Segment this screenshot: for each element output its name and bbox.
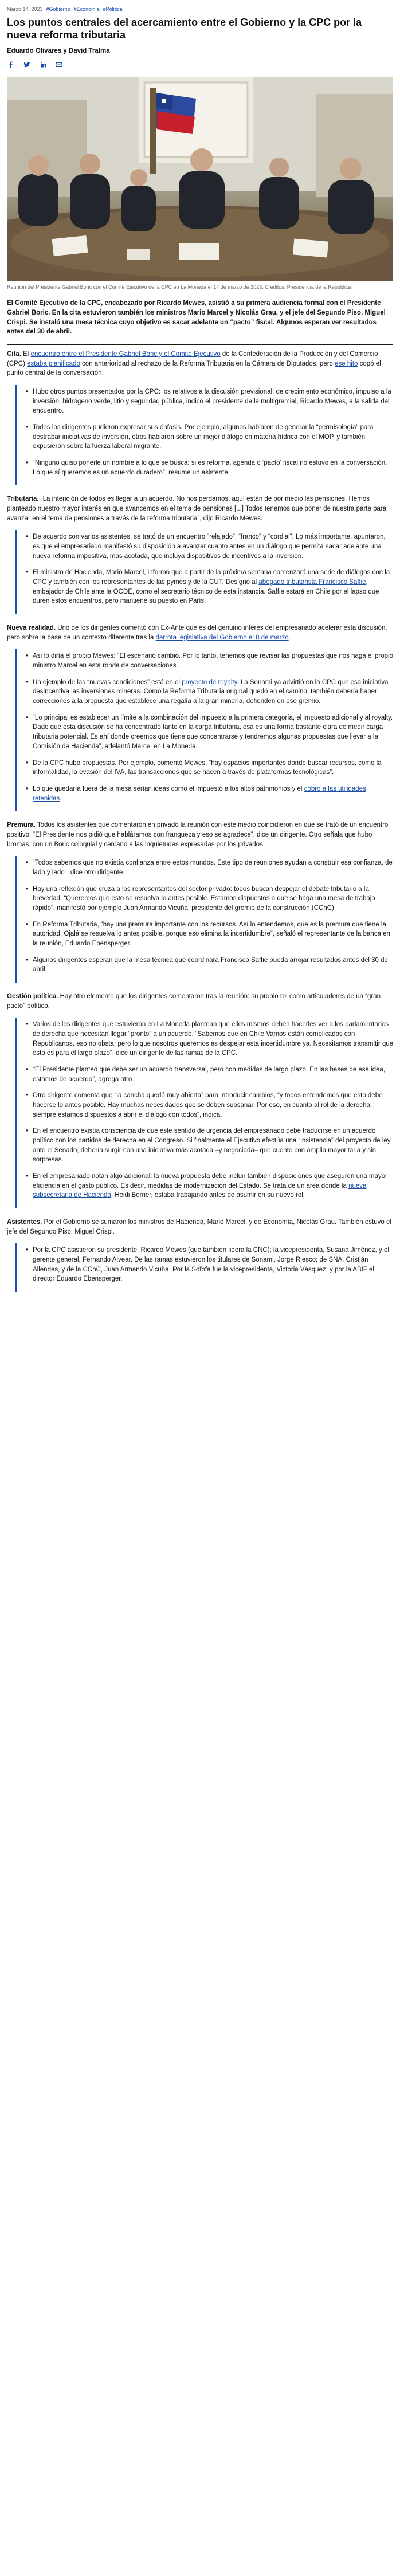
list-item: • Otro dirigente comenta que “la cancha quedó muy abierta” para introducir cambios, “y todos entendemos que esto debe hacerse lo antes posible. Hay muchas necesidades que se deben subsanar. Por eso, en cuanto al rol de la derecha, siempre estamos dispuestos a abrir el diálogo con todos”, indica. [33,1091,393,1120]
list-text: , embajador de Chile ante la OCDE, como el secretario técnico de esta instancia. Saffie estará en Chile por el lapso que duren estos encuentros, pero mantiene su puesto en París. [33,579,379,605]
article-meta [7,6,393,13]
list-text: . [60,795,62,802]
list-text: El ministro de Hacienda, Mario Marcel, informó que a partir de la próxima semana comenzará una serie de diálogos con la CPC y también con los representantes de las pymes y de la CUT. Designó al [33,569,390,586]
section-label: Nueva realidad. [7,625,56,632]
list-item: • En Reforma Tributaria, “hay una premura importante con los recursos. Así lo entendemos, que es la premura que tiene la autoridad. Ojalá se resuelva lo antes posible, porque eso elimina la incertidumbre”, señaló el representante de la banca en la reunión, Eduardo Ebensperger. [33,920,393,949]
bullet-block [15,649,393,811]
bullet-block [15,856,393,983]
inline-link[interactable]: nueva subsecretaria de Hacienda [33,1182,367,1199]
share-bar [7,61,393,69]
list-item [33,784,393,803]
paragraph-text: “La intención de todos es llegar a un acuerdo. No nos perdamos, aquí están de por medio las pensiones. Hemos planteado nuestro mayor interés en que avancemos en el tema de pensiones [...] Todos tenemos que poner de nuestra parte para avanzar en el tema de pensiones a través de la reforma tributaria”, dijo Ricardo Mewes. [7,496,387,522]
facebook-icon[interactable] [7,61,15,69]
list-item: • “Todos sabemos que no existía confianza entre estos mundos. Este tipo de reuniones ayudan a construir esa confianza, de lado y lado”, dice otro dirigente. [33,858,393,877]
tag-link[interactable]: #Economia [73,6,100,12]
bullet-block [15,385,393,485]
list-item: • “El Presidente planteó que debe ser un acuerdo transversal, pero con medidas de largo plazo. En las bases de esa idea, estamos de acuerdo”, agrega otro. [33,1065,393,1084]
paragraph-text: Por el Gobierno se sumaron los ministros de Hacienda, Mario Marcel, y de Economía, Nicolás Grau. También estuvo el jefe del Segundo Piso, Miguel Crispi. [7,1219,391,1235]
paragraph-premura [7,820,393,849]
email-icon[interactable] [55,61,63,69]
paragraph-text: Todos los asistentes que comentaron en privado la reunión con este medio coincidieron en que se trató de un encuentro positivo. “El Presidente nos pidió que habláramos con franqueza y eso se agradece”, dice un dirigente. Otro señala que hubo bromas, con un Boric coloquial y cercano a las inquietudes expresadas por los privados. [7,822,389,848]
inline-link[interactable]: cobro a las utilidades retenidas [33,785,366,802]
inline-link[interactable]: estaba planificado [27,360,80,367]
article-title: Los puntos centrales del acercamiento entre el Gobierno y la CPC por la nueva reforma tributaria [7,17,362,41]
section-label: Premura. [7,822,36,829]
bullet-block [15,530,393,614]
paragraph-asistentes [7,1218,393,1236]
linkedin-icon[interactable] [39,61,47,69]
list-item: • Varios de los dirigentes que estuvieron en La Moneda plantean que ellos mismos deben hacerles ver a los parlamentarios de derecha que necesitan llegar “pronto” a un acuerdo. “Sabemos que en Chile Vamos están complicados con Republicanos, eso no obsta, pero lo que nosotros queremos es despejar esta incertidumbre ya. Necesitamos transmitir que esto es para el largo plazo”, dice un dirigente de las ramas de la CPC. [33,1020,393,1058]
list-item: • En el encuentro existía consciencia de que este sentido de urgencia del empresariado debe traducirse en un acuerdo político con los partidos de derecha en el Congreso. Si finalmente el Ejecutivo efectúa una “insistencia” del proyecto de ley ante el Senado, debería surgir con una iniciativa más acotada –y negociada– que cuente con amplia mayoritaria y sin sorpresas. [33,1126,393,1165]
paragraph-text: copó el punto central de la conversación. [7,360,381,377]
article-authors: Eduardo Olivares y David Tralma [7,47,110,54]
list-item: • Hay una reflexión que cruza a los representantes del sector privado: todos buscan despejar el debate tributario a la brevedad. “Queremos que esto se resuelva lo antes posible. Estamos dispuestos a que se haga una mesa de trabajo rápido”, manifestó por ejemplo Juan Armando Vicuña, presidente del gremio de la construcción (CChC). [33,885,393,913]
photo-caption: Reunión del Presidente Gabriel Boric con el Comité Ejecutivo de la CPC en La Moneda el 14 de marzo de 2023. Créditos: Presidencia de la República [7,284,351,290]
inline-link[interactable]: ese hito [335,360,358,367]
list-text: Lo que quedaría fuera de la mesa serían ideas como el impuesto a los altos patrimonios y el [33,785,304,792]
section-label: Cita. [7,351,21,358]
tag-link[interactable]: #Gobierno [46,6,70,12]
list-text: En el empresariado notan algo adicional: la nueva propuesta debe incluir también disposiciones que aseguren una mayor eficiencia en el gasto público. Es decir, medidas de modernización del Estado. Se trata de un área donde la [33,1173,387,1189]
paragraph-gestion-politica [7,992,393,1011]
paragraph-text: Hay otro elemento que los dirigentes comentaron tras la reunión: su propio rol como articuladores de un “gran pacto” político. [7,992,381,1010]
bullet-block [15,1018,393,1208]
paragraph-text: con anterioridad al rechazo de la Reforma Tributaria en la Cámara de Diputados, pero [80,360,335,367]
inline-link[interactable]: abogado tributarista Francisco Saffie [258,579,366,586]
section-label: Tributaria. [7,496,39,503]
list-item: • Por la CPC asistieron su presidente, Ricardo Mewes (que también lidera la CNC); la vicepresidenta, Susana Jiménez, y el gerente general, Fernando Alvear. De las ramas estuvieron los titulares de Sonami, Jorge Riesco; de SNA, Cristián Allendes, y de la CChC, Juan Armando Vicuña. Por la Sofofa fue la vicepresidenta, Victoria Vásquez, y por la ABIF el director Eduardo Ebensperger. [33,1246,393,1284]
list-item: • Algunos dirigentes esperan que la mesa técnica que coordinará Francisco Saffie pueda arrojar resultados antes del 30 de abril. [33,956,393,975]
paragraph-tributaria [7,494,393,523]
paragraph-nueva-realidad [7,623,393,642]
twitter-icon[interactable] [23,61,31,69]
section-label: Asistentes. [7,1219,42,1226]
paragraph-text: de la Confederación de la Producción y del Comercio (CPC) [7,351,378,367]
list-item: • Así lo diría el propio Mewes: “El escenario cambió. Por lo tanto, tenemos que revisar las propuestas que nos haga el propio ministro Marcel en esta ronda de conversaciones”. [33,651,393,670]
paragraph-cita [7,350,393,378]
tag-link[interactable]: #Politica [103,6,123,12]
list-item [33,1172,393,1200]
bullet-block [15,1243,393,1292]
list-text: . La Sonami ya advirtió en la CPC que esa iniciativa desincentiva las inversiones mineras. Como la Reforma Tributaria original quedó en el camino, también debería haber correcciones a la propuesta que establece una regalía a la gran minería, defienden en ese gremio. [33,678,389,705]
list-item: • De la CPC hubo propuestas. Por ejemplo, comentó Mewes, “hay espacios importantes donde buscar recursos, como la informalidad, la evasión del IVA, las transacciones que se hacen a través de plataformas tecnológicas”. [33,759,393,777]
paragraph-text: Uno de los dirigentes comentó con Ex-Ante que es del genuino interés del empresariado acelerar esta discusión, pero sobre la base de un contexto diferente tras la [7,625,387,641]
section-divider [7,344,393,345]
article-photo [7,77,393,281]
article-date: Marzo 14, 2023 [7,6,43,12]
paragraph-text: . [288,634,291,641]
inline-link[interactable]: proyecto de royalty [182,678,237,686]
list-text: Un ejemplo de las “nuevas condiciones” está en el [33,678,182,686]
list-item: • Todos los dirigentes pudieron expresar sus énfasis. Por ejemplo, algunos hablaron de generar la “permisología” para destrabar iniciativas de inversión, otros hablaron sobre un mejor diálogo en materia hídrica con el MOP, y también expusieron sobre la fuerza laboral migrante. [33,423,393,451]
inline-link[interactable]: derrota legislativa del Gobierno el 8 de marzo [155,634,289,641]
list-item: • De acuerdo con varios asistentes, se trató de un encuentro “relajado”, “franco” y “cordial”. Lo más importante, apuntaron, es que el empresariado manifestó su disposición a avanzar cuanto antes en un diálogo que permita sacar adelante una nueva reforma impositiva, más acotada, que incluya dispositivos de incentivos a la inversión. [33,532,393,561]
list-item: • “Lo principal es establecer un límite a la combinación del impuesto a la primera categoría, el impuesto adicional y al royalty. Dado que esta discusión se ha concentrado tanto en la carga tributaria, esa es una forma bastante clara de medir carga tributaria potencial. Es ahí donde creemos que tiene que concentrarse y tendremos algunas propuestas que llevar a la Comisión de Hacienda”, adelantó Marcel en La Moneda. [33,713,393,752]
inline-link[interactable]: encuentro entre el Presidente Gabriel Boric y el Comité Ejecutivo [30,351,221,358]
list-item: • Hubo otros puntos presentados por la CPC: los relativos a la discusión previsional, de crecimiento económico, impulso a la inversión, hidrógeno verde, litio y seguridad pública, indicó el presidente de la multigremial, Ricardo Mewes, a la salida del encuentro. [33,387,393,416]
list-item [33,678,393,706]
list-item [33,568,393,606]
list-item: • “Ninguno quiso ponerle un nombre a lo que se busca: si es reforma, agenda o ‘pacto’ fiscal no estuvo en la conversación. Lo que sí queremos es un acuerdo duradero”, resume un asistente. [33,458,393,477]
list-text: , Heidi Berner, estaba trabajando antes de asumir en su nuevo rol. [111,1192,305,1199]
article-lead: El Comité Ejecutivo de la CPC, encabezado por Ricardo Mewes, asistió a su primera audiencia formal con el Presidente Gabriel Boric. En la cita estuvieron también los ministros Mario Marcel y Nicolás Grau, y el jefe del Segundo Piso, Miguel Crispi. Se instaló una mesa técnica cuyo objetivo es sacar adelante un “pacto” fiscal. Algunos esperan ver resultados antes del 30 de abril. [7,300,386,336]
paragraph-text: El [21,351,31,358]
section-label: Gestión política. [7,992,58,1000]
